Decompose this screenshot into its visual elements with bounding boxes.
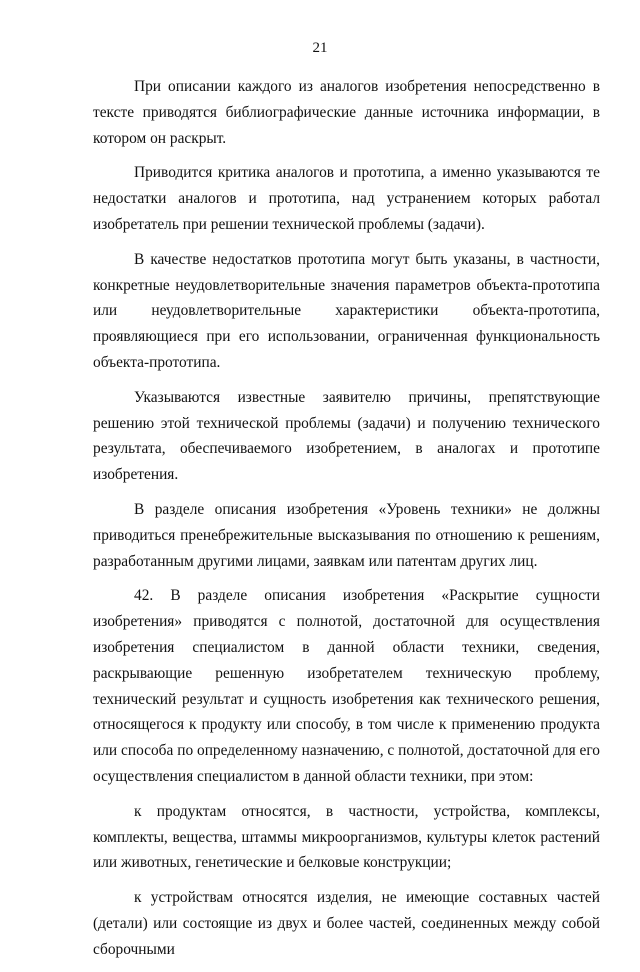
paragraph-products: к продуктам относятся, в частности, устройства, комплексы, комплекты, вещества, штаммы микроорганизмов, культуры клеток растений или животных, генетические и белковые конструкции; [93, 802, 600, 872]
page-number: 21 [312, 40, 328, 56]
document-body [93, 74, 600, 972]
paragraph-analogs-bibliography: При описании каждого из аналогов изобретения непосредственно в тексте приводятся библиографические данные источника информации, в котором он раскрыт. [93, 78, 600, 147]
paragraph-prior-art-remarks: В разделе описания изобретения «Уровень техники» не должны приводиться пренебрежительные высказывания по отношению к решениям, разработанным другими лицами, заявкам или патентам других лиц. [93, 500, 600, 570]
paragraph-prototype-drawbacks: В качестве недостатков прототипа могут быть указаны, в частности, конкретные неудовлетворительные значения параметров объекта-прототипа или неудовлетворительные характеристики объекта-прототипа, проявляющиеся при его использовании, ограниченная функциональность объекта-прототипа. [93, 250, 600, 371]
paragraph-known-reasons: Указываются известные заявителю причины, препятствующие решению этой технической проблемы (задачи) и получению технического результата, обеспечиваемого изобретением, в аналогах и прототипе изобретения. [93, 388, 600, 484]
paragraph-section-42: 42. В разделе описания изобретения «Раскрытие сущности изобретения» приводятся с полнотой, достаточной для осуществления изобретения специалистом в данной области техники, сведения, раскрывающие решенную изобретателем техническую проблему, технический результат и сущность изобретения как технического решения, относящегося к продукту или способу, в том числе к применению продукта или способа по определенному назначению, с полнотой, достаточной для его осуществления специалистом в данной области техники, при этом: [93, 587, 600, 785]
paragraph-devices: к устройствам относятся изделия, не имеющие составных частей (детали) или состоящие из двух и более частей, соединенных между собой сборочными [93, 889, 600, 958]
paragraph-critique: Приводится критика аналогов и прототипа, а именно указываются те недостатки аналогов и прототипа, над устранением которых работал изобретатель при решении технической проблемы (задачи). [93, 164, 600, 233]
